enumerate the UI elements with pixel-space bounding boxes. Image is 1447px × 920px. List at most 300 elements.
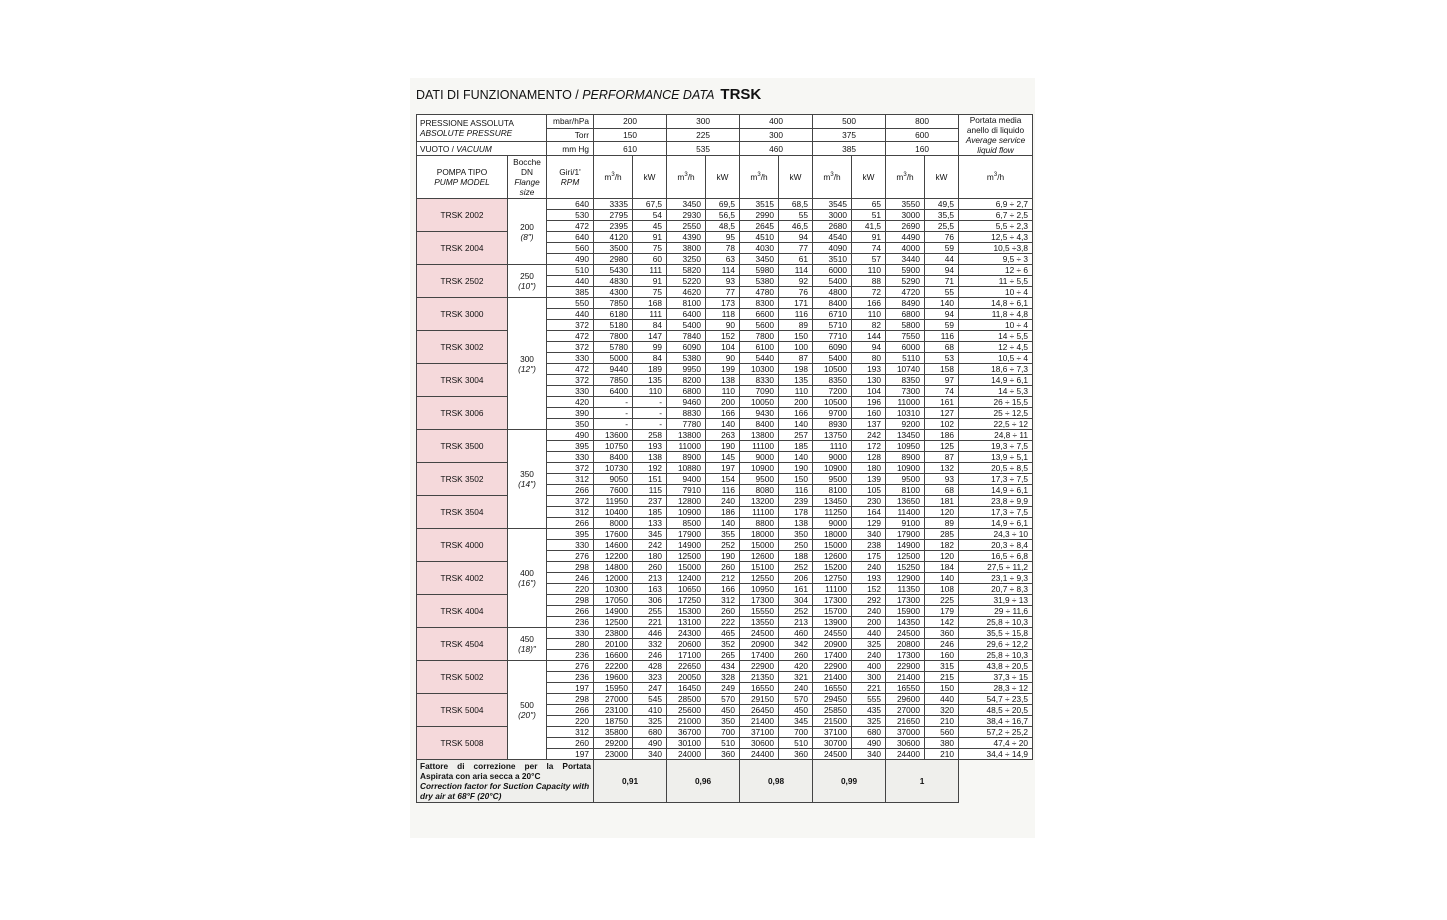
correction-factor: 0,91 (594, 760, 667, 803)
liquid-flow-cell: 11 ÷ 5,5 (959, 276, 1033, 287)
capacity-cell: 13800 (740, 430, 779, 441)
power-cell: 150 (779, 331, 813, 342)
dn-l1: Bocche (513, 157, 541, 167)
flange-size (508, 265, 547, 298)
power-cell: 230 (852, 496, 886, 507)
power-cell: 137 (852, 419, 886, 430)
capacity-cell: 9950 (667, 364, 706, 375)
capacity-cell: 8330 (740, 375, 779, 386)
rpm-cell: 266 (547, 606, 594, 617)
liquid-flow-cell: 14 ÷ 5,5 (959, 331, 1033, 342)
power-cell: 184 (925, 562, 959, 573)
power-cell: 140 (779, 452, 813, 463)
rpm-cell: 530 (547, 210, 594, 221)
power-cell: 51 (852, 210, 886, 221)
vacuum-label (417, 142, 547, 156)
capacity-cell: 8900 (886, 452, 925, 463)
power-cell: 140 (925, 573, 959, 584)
capacity-cell: 4620 (667, 287, 706, 298)
capacity-cell: 10650 (667, 584, 706, 595)
unit-mmhg: mm Hg (547, 142, 594, 156)
performance-table (416, 114, 1033, 803)
power-cell: 181 (925, 496, 959, 507)
power-cell: 166 (852, 298, 886, 309)
power-cell: 200 (779, 397, 813, 408)
power-cell: 90 (706, 353, 740, 364)
capacity-cell: 3500 (594, 243, 633, 254)
power-cell: 144 (852, 331, 886, 342)
capacity-cell: 8200 (667, 375, 706, 386)
flange-size (508, 628, 547, 661)
capacity-cell: 9100 (886, 518, 925, 529)
capacity-cell: 16450 (667, 683, 706, 694)
liquid-flow-cell: 12,5 ÷ 4,3 (959, 232, 1033, 243)
rpm-cell: 246 (547, 573, 594, 584)
capacity-cell: 3000 (886, 210, 925, 221)
capacity-cell: 2395 (594, 221, 633, 232)
rpm-cell: 440 (547, 309, 594, 320)
capacity-cell: 20900 (813, 639, 852, 650)
capacity-cell: 8000 (594, 518, 633, 529)
capacity-cell: 29450 (813, 694, 852, 705)
capacity-cell: 6800 (667, 386, 706, 397)
power-cell: 185 (779, 441, 813, 452)
power-cell: 110 (633, 386, 667, 397)
power-cell: 105 (852, 485, 886, 496)
unit-torr: Torr (547, 128, 594, 142)
capacity-cell: 24000 (667, 749, 706, 760)
power-cell: 54 (633, 210, 667, 221)
capacity-cell: 11250 (813, 507, 852, 518)
pump-model-name: TRSK 2502 (417, 265, 508, 298)
power-cell: 312 (706, 595, 740, 606)
power-cell: 345 (779, 716, 813, 727)
power-cell: 68,5 (779, 199, 813, 210)
flange-dn: 350 (520, 469, 534, 479)
rpm-l2: RPM (560, 177, 580, 187)
empty-cell (959, 760, 1033, 803)
power-cell: 91 (633, 232, 667, 243)
capacity-cell: 10750 (594, 441, 633, 452)
power-cell: 221 (633, 617, 667, 628)
unit-mbar: mbar/hPa (547, 115, 594, 129)
capacity-cell: 27000 (594, 694, 633, 705)
power-cell: 135 (633, 375, 667, 386)
power-cell: 315 (925, 661, 959, 672)
capacity-cell: 23100 (594, 705, 633, 716)
table-row (417, 661, 1033, 672)
capacity-cell: 5400 (813, 353, 852, 364)
mbar-value: 300 (667, 115, 740, 129)
power-cell: 93 (706, 276, 740, 287)
power-cell: 138 (633, 452, 667, 463)
liquid-flow-cell: 18,6 ÷ 7,3 (959, 364, 1033, 375)
capacity-cell: 22200 (594, 661, 633, 672)
kw-unit-header: kW (779, 156, 813, 199)
power-cell: 44 (925, 254, 959, 265)
power-cell: 53 (925, 353, 959, 364)
capacity-cell: 16550 (740, 683, 779, 694)
capacity-cell: 4780 (740, 287, 779, 298)
power-cell: 182 (925, 540, 959, 551)
power-cell: 114 (706, 265, 740, 276)
power-cell: 200 (706, 397, 740, 408)
power-cell: 139 (852, 474, 886, 485)
flange-dn: 400 (520, 568, 534, 578)
capacity-cell: 4830 (594, 276, 633, 287)
power-cell: 104 (852, 386, 886, 397)
capacity-cell: 22900 (740, 661, 779, 672)
capacity-cell: 21500 (813, 716, 852, 727)
power-cell: 360 (779, 749, 813, 760)
capacity-cell: 8400 (594, 452, 633, 463)
power-cell: 93 (925, 474, 959, 485)
capacity-cell: 17400 (740, 650, 779, 661)
capacity-cell: 2550 (667, 221, 706, 232)
rpm-cell: 372 (547, 463, 594, 474)
rpm-l1: Giri/1' (559, 167, 581, 177)
liquid-flow-cell: 17,3 ÷ 7,5 (959, 507, 1033, 518)
power-cell: 57 (852, 254, 886, 265)
correction-label-it: Fattore di correzione per la Portata Aspirata con aria secca a 20°C (420, 761, 592, 781)
liquid-flow-cell: 24,3 ÷ 10 (959, 529, 1033, 540)
flange-dn: 500 (520, 700, 534, 710)
capacity-cell: 13450 (813, 496, 852, 507)
capacity-cell: 11100 (813, 584, 852, 595)
power-cell: 545 (633, 694, 667, 705)
capacity-cell: 16550 (813, 683, 852, 694)
power-cell: 332 (633, 639, 667, 650)
flange-inch: (14") (518, 479, 536, 489)
power-cell: 150 (779, 474, 813, 485)
power-cell: 446 (633, 628, 667, 639)
liquid-flow-cell: 48,5 ÷ 20,5 (959, 705, 1033, 716)
power-cell: 200 (852, 617, 886, 628)
power-cell: 360 (706, 749, 740, 760)
capacity-cell: 5400 (813, 276, 852, 287)
capacity-cell: 6000 (813, 265, 852, 276)
capacity-cell: 9500 (813, 474, 852, 485)
power-cell: 99 (633, 342, 667, 353)
rpm-cell: 330 (547, 540, 594, 551)
capacity-cell: 5800 (886, 320, 925, 331)
rpm-cell: 197 (547, 749, 594, 760)
capacity-cell: 17300 (813, 595, 852, 606)
power-cell: 265 (706, 650, 740, 661)
capacity-cell: 30700 (813, 738, 852, 749)
mmhg-value: 385 (813, 142, 886, 156)
vacuum-en: VACUUM (456, 143, 492, 154)
power-cell: 172 (852, 441, 886, 452)
power-cell: 179 (925, 606, 959, 617)
title-model: TRSK (720, 86, 762, 103)
liquid-flow-cell: 20,3 ÷ 8,4 (959, 540, 1033, 551)
capacity-cell: 14350 (886, 617, 925, 628)
power-cell: 340 (852, 529, 886, 540)
torr-value: 375 (813, 128, 886, 142)
power-cell: 152 (706, 331, 740, 342)
power-cell: 72 (852, 287, 886, 298)
capacity-cell: 11950 (594, 496, 633, 507)
power-cell: 45 (633, 221, 667, 232)
m3h-unit-header: $m^3/h$ (886, 156, 925, 199)
capacity-cell: 3335 (594, 199, 633, 210)
capacity-cell: 12500 (594, 617, 633, 628)
power-cell: 129 (852, 518, 886, 529)
power-cell: 258 (633, 430, 667, 441)
power-cell: - (633, 419, 667, 430)
capacity-cell: 29200 (594, 738, 633, 749)
liquid-flow-cell: 14,9 ÷ 6,1 (959, 485, 1033, 496)
document-title (416, 86, 761, 103)
rpm-cell: 640 (547, 199, 594, 210)
flange-dn: 450 (520, 634, 534, 644)
power-cell: 180 (633, 551, 667, 562)
capacity-cell: 17250 (667, 595, 706, 606)
capacity-cell: 5380 (667, 353, 706, 364)
title-italic: PERFORMANCE DATA (582, 88, 715, 102)
power-cell: 246 (925, 639, 959, 650)
liquid-flow-cell: 22,5 ÷ 12 (959, 419, 1033, 430)
power-cell: 300 (852, 672, 886, 683)
pump-model-name: TRSK 4000 (417, 529, 508, 562)
mmhg-value: 160 (886, 142, 959, 156)
power-cell: 147 (633, 331, 667, 342)
capacity-cell: 20050 (667, 672, 706, 683)
flange-size (508, 430, 547, 529)
capacity-cell: 24400 (886, 749, 925, 760)
capacity-cell: 4090 (813, 243, 852, 254)
liquid-flow-cell: 6,7 ÷ 2,5 (959, 210, 1033, 221)
liquid-flow-cell: 29 ÷ 11,6 (959, 606, 1033, 617)
power-cell: 77 (706, 287, 740, 298)
liquid-flow-cell: 31,9 ÷ 13 (959, 595, 1033, 606)
power-cell: 140 (925, 298, 959, 309)
rpm-cell: 350 (547, 419, 594, 430)
capacity-cell: 12400 (667, 573, 706, 584)
mbar-value: 400 (740, 115, 813, 129)
rpm-cell: 472 (547, 331, 594, 342)
capacity-cell: 5000 (594, 353, 633, 364)
capacity-cell: 20800 (886, 639, 925, 650)
capacity-cell: 37100 (813, 727, 852, 738)
torr-value: 600 (886, 128, 959, 142)
power-cell: 88 (852, 276, 886, 287)
capacity-cell: 9000 (813, 452, 852, 463)
power-cell: 118 (706, 309, 740, 320)
capacity-cell: 10300 (740, 364, 779, 375)
pump-model-name: TRSK 3500 (417, 430, 508, 463)
power-cell: 49,5 (925, 199, 959, 210)
power-cell: 100 (779, 342, 813, 353)
power-cell: 210 (925, 749, 959, 760)
power-cell: 570 (779, 694, 813, 705)
power-cell: 68 (925, 485, 959, 496)
capacity-cell: 13450 (886, 430, 925, 441)
power-cell: 138 (779, 518, 813, 529)
capacity-cell: 6710 (813, 309, 852, 320)
mmhg-value: 610 (594, 142, 667, 156)
power-cell: 80 (852, 353, 886, 364)
capacity-cell: 12750 (813, 573, 852, 584)
capacity-cell: 22650 (667, 661, 706, 672)
power-cell: 138 (706, 375, 740, 386)
m3h-unit-header: $m^3/h$ (667, 156, 706, 199)
capacity-cell: 7300 (886, 386, 925, 397)
power-cell: 89 (779, 320, 813, 331)
capacity-cell: 15250 (886, 562, 925, 573)
liquid-flow-cell: 20,7 ÷ 8,3 (959, 584, 1033, 595)
capacity-cell: 6000 (886, 342, 925, 353)
capacity-cell: 10740 (886, 364, 925, 375)
rpm-cell: 490 (547, 254, 594, 265)
capacity-cell: 21400 (740, 716, 779, 727)
power-cell: 188 (779, 551, 813, 562)
power-cell: 74 (852, 243, 886, 254)
capacity-cell: 7850 (594, 375, 633, 386)
power-cell: 196 (852, 397, 886, 408)
capacity-cell: 9440 (594, 364, 633, 375)
rpm-cell: 372 (547, 496, 594, 507)
capacity-cell: 2680 (813, 221, 852, 232)
capacity-cell: 12500 (886, 551, 925, 562)
rpm-cell: 640 (547, 232, 594, 243)
liquid-flow-cell: 14,9 ÷ 6,1 (959, 518, 1033, 529)
pump-model-name: TRSK 2004 (417, 232, 508, 265)
capacity-cell: 8400 (813, 298, 852, 309)
capacity-cell: 8350 (886, 375, 925, 386)
power-cell: 342 (779, 639, 813, 650)
rpm-cell: 472 (547, 364, 594, 375)
rpm-cell: 330 (547, 353, 594, 364)
capacity-cell: 10900 (886, 463, 925, 474)
rpm-cell: 490 (547, 430, 594, 441)
liquid-l1: Portata media (969, 115, 1022, 125)
power-cell: 555 (852, 694, 886, 705)
rpm-cell: 330 (547, 386, 594, 397)
rpm-cell: 266 (547, 485, 594, 496)
power-cell: 132 (925, 463, 959, 474)
kw-unit-header: kW (852, 156, 886, 199)
power-cell: 700 (706, 727, 740, 738)
liquid-flow-cell: 5,5 ÷ 2,3 (959, 221, 1033, 232)
capacity-cell: 5900 (886, 265, 925, 276)
correction-factor: 0,99 (813, 760, 886, 803)
power-cell: 127 (925, 408, 959, 419)
capacity-cell: 10500 (813, 397, 852, 408)
power-cell: 450 (706, 705, 740, 716)
power-cell: 325 (852, 639, 886, 650)
correction-row (417, 760, 1033, 803)
flange-size (508, 199, 547, 265)
power-cell: 213 (779, 617, 813, 628)
power-cell: 260 (706, 562, 740, 573)
capacity-cell: 2990 (740, 210, 779, 221)
power-cell: 320 (925, 705, 959, 716)
capacity-cell: 30100 (667, 738, 706, 749)
power-cell: 75 (633, 287, 667, 298)
power-cell: 161 (779, 584, 813, 595)
pump-model-name: TRSK 2002 (417, 199, 508, 232)
capacity-cell: 29150 (740, 694, 779, 705)
power-cell: 193 (633, 441, 667, 452)
rpm-cell: 280 (547, 639, 594, 650)
pump-model-name: TRSK 5004 (417, 694, 508, 727)
capacity-cell: 5440 (740, 353, 779, 364)
capacity-cell: 6090 (667, 342, 706, 353)
power-cell: 246 (633, 650, 667, 661)
torr-value: 300 (740, 128, 813, 142)
power-cell: 102 (925, 419, 959, 430)
rpm-cell: 236 (547, 650, 594, 661)
capacity-cell: 14900 (886, 540, 925, 551)
capacity-cell: 6400 (594, 386, 633, 397)
power-cell: 135 (779, 375, 813, 386)
table-row (417, 628, 1033, 639)
capacity-cell: 9500 (740, 474, 779, 485)
power-cell: 55 (779, 210, 813, 221)
power-cell: 152 (852, 584, 886, 595)
capacity-cell: 4510 (740, 232, 779, 243)
power-cell: 260 (779, 650, 813, 661)
liquid-flow-cell: 10 ÷ 4 (959, 287, 1033, 298)
power-cell: 239 (779, 496, 813, 507)
capacity-cell: 3440 (886, 254, 925, 265)
capacity-cell: 10900 (813, 463, 852, 474)
power-cell: 260 (633, 562, 667, 573)
flange-dn: 250 (520, 271, 534, 281)
power-cell: 352 (706, 639, 740, 650)
power-cell: 240 (852, 606, 886, 617)
mbar-value: 200 (594, 115, 667, 129)
correction-label-en: Correction factor for Suction Capacity with dry air at 68°F (20°C) (420, 781, 590, 801)
power-cell: 178 (779, 507, 813, 518)
rpm-cell: 550 (547, 298, 594, 309)
capacity-cell: 24550 (813, 628, 852, 639)
capacity-cell: 21400 (813, 672, 852, 683)
m3h-unit-header: $m^3/h$ (740, 156, 779, 199)
power-cell: 161 (925, 397, 959, 408)
capacity-cell: 25600 (667, 705, 706, 716)
pump-model-name: TRSK 4504 (417, 628, 508, 661)
capacity-cell: 6180 (594, 309, 633, 320)
capacity-cell: 4300 (594, 287, 633, 298)
capacity-cell: 37100 (740, 727, 779, 738)
correction-label (417, 760, 594, 803)
flange-inch: (18)" (518, 644, 536, 654)
capacity-cell: 3000 (813, 210, 852, 221)
power-cell: 115 (633, 485, 667, 496)
correction-factor: 1 (886, 760, 959, 803)
power-cell: 192 (633, 463, 667, 474)
capacity-cell: 5290 (886, 276, 925, 287)
liquid-flow-cell: 26 ÷ 15,5 (959, 397, 1033, 408)
capacity-cell: 8100 (886, 485, 925, 496)
rpm-cell: 510 (547, 265, 594, 276)
power-cell: 190 (706, 551, 740, 562)
liquid-flow-cell: 19,3 ÷ 7,5 (959, 441, 1033, 452)
rpm-cell: 197 (547, 683, 594, 694)
capacity-cell: 13550 (740, 617, 779, 628)
liquid-flow-cell: 14,9 ÷ 6,1 (959, 375, 1033, 386)
capacity-cell: 8800 (740, 518, 779, 529)
m3h-unit-header: $m^3/h$ (813, 156, 852, 199)
capacity-cell: 37000 (886, 727, 925, 738)
rpm-cell: 385 (547, 287, 594, 298)
rpm-cell: 220 (547, 584, 594, 595)
capacity-cell: 12550 (740, 573, 779, 584)
power-cell: 94 (925, 265, 959, 276)
